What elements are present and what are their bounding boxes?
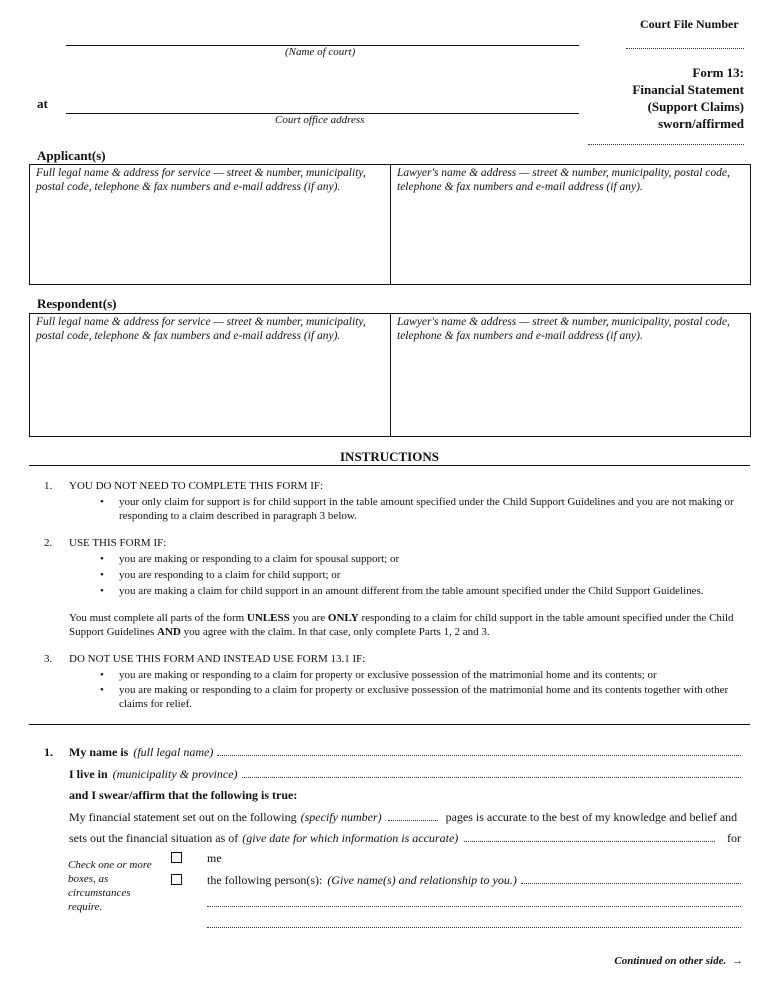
checkbox-me[interactable] [171, 852, 182, 863]
live-label: I live in [69, 767, 108, 781]
sets-text-a: sets out the financial situation as of [69, 831, 239, 845]
applicant-address-cell[interactable]: Full legal name & address for service — street & number, municipality, postal code, telephone & fax numbers and e-mail address (if any). [36, 167, 366, 193]
bullet: • [100, 684, 104, 696]
persons-field-2[interactable] [207, 896, 741, 907]
statement-hint: (specify number) [300, 810, 382, 824]
sets-row [69, 831, 741, 845]
respondents-table [29, 313, 751, 437]
section-divider [29, 724, 750, 725]
bullet: • [100, 569, 104, 581]
court-file-number-label: Court File Number [640, 17, 739, 31]
instruction-1-number: 1. [44, 480, 53, 492]
form-title-line1: Financial Statement [632, 82, 744, 97]
continued-text: Continued on other side. [614, 955, 727, 967]
instruction-1-title: YOU DO NOT NEED TO COMPLETE THIS FORM IF: [69, 480, 324, 492]
statement-text-a: My financial statement set out on the following [69, 810, 297, 824]
note-emphasis: UNLESS [246, 612, 290, 624]
option-me-label: me [207, 851, 222, 865]
instructions-heading-rule [29, 465, 750, 466]
persons-field-1[interactable] [521, 873, 741, 884]
instruction-2-bullet-2: you are responding to a claim for child support; or [119, 569, 341, 581]
bullet: • [100, 553, 104, 565]
instruction-2-bullet-1: you are making or responding to a claim for spousal support; or [119, 553, 400, 565]
note-text: you are [289, 612, 328, 624]
instruction-1-bullet-1: your only claim for support is for child support in the table amount specified under the Child Support Guidelines and you are not making or responding to a claim described in paragraph 3 below. [119, 496, 734, 522]
name-of-court-caption: (Name of court) [285, 46, 356, 58]
instruction-2-note [69, 612, 739, 639]
instruction-2-bullet-3: you are making a claim for child support in an amount different from the table amount specified under the Child Support Guidelines. [119, 585, 704, 597]
form-title-line3: sworn/affirmed [658, 116, 744, 131]
applicants-heading: Applicant(s) [37, 148, 106, 163]
option-persons-label: the following person(s): [207, 873, 323, 887]
name-label: My name is [69, 745, 129, 759]
form-number: Form 13: [692, 65, 744, 80]
name-hint: (full legal name) [133, 745, 214, 759]
note-emphasis: AND [157, 625, 181, 638]
sets-text-b: for [727, 831, 741, 845]
instruction-2-number: 2. [44, 537, 53, 549]
name-row [69, 745, 741, 759]
note-emphasis: ONLY [327, 612, 359, 624]
arrow-right-icon: → [732, 955, 743, 967]
bullet: • [100, 669, 104, 681]
form-title-line2: (Support Claims) [647, 99, 744, 114]
instruction-3-number: 3. [44, 653, 53, 665]
checkbox-persons[interactable] [171, 874, 182, 885]
persons-field-3[interactable] [207, 917, 741, 928]
form-title-block [632, 64, 744, 132]
part1-number: 1. [44, 745, 53, 759]
option-persons-hint: (Give name(s) and relationship to you.) [327, 873, 517, 887]
instructions-heading: INSTRUCTIONS [340, 449, 439, 464]
court-file-number-field[interactable] [626, 48, 744, 49]
at-label: at [37, 96, 48, 111]
as-of-date-field[interactable] [464, 831, 715, 842]
applicants-table [29, 164, 751, 285]
live-field[interactable] [242, 767, 741, 778]
statement-text-b: pages is accurate to the best of my knowledge and belief and [445, 810, 738, 824]
note-text: responding to a claim for child support in the table amount specified under the Child Support Guidelines [69, 612, 734, 638]
note-text: You must complete all parts of the form [69, 612, 247, 624]
instruction-3-bullet-1: you are making or responding to a claim for property or exclusive possession of the matrimonial home and its contents; or [119, 669, 657, 681]
note-text: you agree with the claim. In that case, only complete Parts 1, 2 and 3. [180, 625, 490, 638]
check-note: Check one or more boxes, as circumstances require. [68, 859, 152, 913]
instruction-2-title: USE THIS FORM IF: [69, 537, 167, 549]
bullet: • [100, 585, 104, 597]
swear-label: and I swear/affirm that the following is true: [69, 788, 298, 802]
sworn-date-field[interactable] [588, 144, 744, 145]
persons-row [207, 873, 741, 887]
applicant-lawyer-cell[interactable]: Lawyer's name & address — street & number, municipality, postal code, telephone & fax numbers and e-mail address (if any). [397, 167, 730, 193]
respondent-address-cell[interactable]: Full legal name & address for service — street & number, municipality, postal code, telephone & fax numbers and e-mail address (if any). [36, 316, 366, 342]
pages-count-field[interactable] [388, 810, 438, 821]
instruction-3-title: DO NOT USE THIS FORM AND INSTEAD USE FORM 13.1 IF: [69, 653, 366, 665]
respondents-heading: Respondent(s) [37, 296, 117, 311]
live-row [69, 767, 741, 781]
instruction-3-bullet-2: you are making or responding to a claim for property or exclusive possession of the matrimonial home and its contents together with other claims for relief. [119, 684, 729, 710]
respondent-lawyer-cell[interactable]: Lawyer's name & address — street & number, municipality, postal code, telephone & fax numbers and e-mail address (if any). [397, 316, 730, 342]
name-field[interactable] [217, 745, 741, 756]
continued-note [614, 955, 743, 967]
sets-hint: (give date for which information is accurate) [242, 831, 459, 845]
court-office-caption: Court office address [275, 114, 365, 126]
bullet: • [100, 496, 104, 508]
statement-row [69, 810, 741, 824]
live-hint: (municipality & province) [112, 767, 238, 781]
